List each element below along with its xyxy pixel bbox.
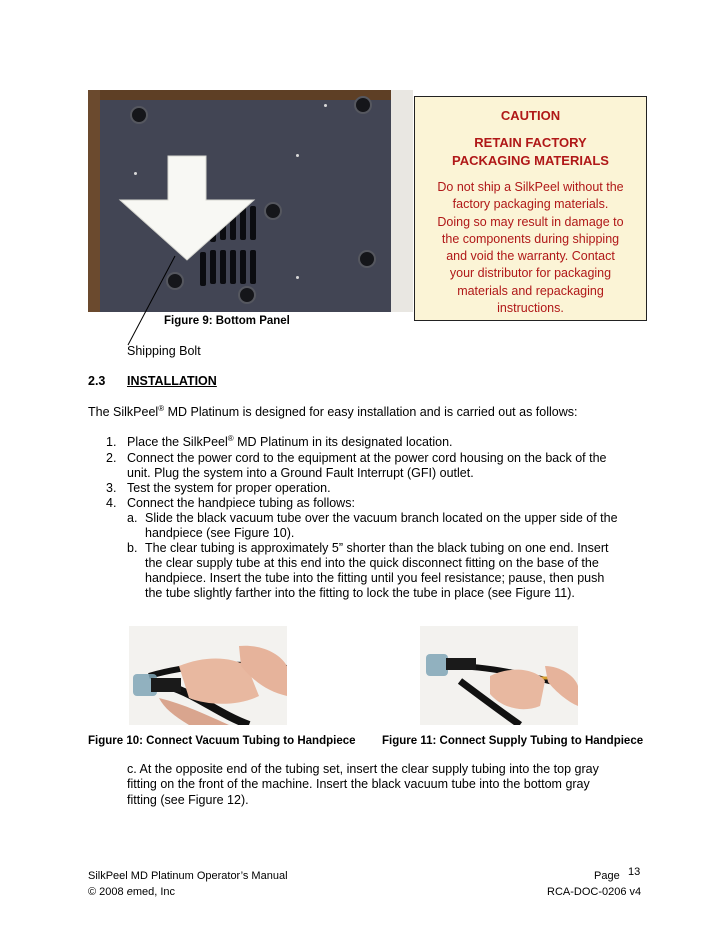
caution-body-line: the components during shipping [441,231,620,246]
handpiece-photo-illustration [420,626,578,725]
substep-letter: a. [127,511,138,525]
step-3-text: Test the system for proper operation. [127,481,331,495]
caution-box [414,96,647,321]
figure9-caption: Figure 9: Bottom Panel [164,315,290,327]
figure10-caption: Figure 10: Connect Vacuum Tubing to Handpiece [88,735,356,747]
step-number: 2. [106,451,117,465]
step-2-line1: Connect the power cord to the equipment at the power cord housing on the back of the [127,451,607,465]
caution-body-line: instructions. [497,301,564,316]
caution-subtitle-line2: PACKAGING MATERIALS [452,153,609,168]
step-number: 1. [106,435,117,449]
caution-body-line: your distributor for packaging [449,266,612,281]
shipping-bolt-label: Shipping Bolt [127,344,201,358]
section-title: INSTALLATION [127,374,217,388]
caution-body-line: Do not ship a SilkPeel without the [437,180,624,194]
caution-title: CAUTION [500,108,561,123]
figure11-photo [420,626,578,725]
step-2-line2: unit. Plug the system into a Ground Fault Interrupt (GFI) outlet. [127,466,474,480]
handpiece-photo-illustration [129,626,287,725]
section-number: 2.3 [88,374,106,388]
caution-body-line: materials and repackaging [457,283,604,298]
step-number: 3. [106,481,117,495]
figure10-photo [129,626,287,725]
caution-body [415,179,646,317]
footer-page-number: 13 [628,866,641,878]
footer-doc-id: RCA-DOC-0206 v4 [547,886,642,898]
caution-body-line: Doing so may result in damage to [437,214,624,229]
substep-letter: b. [127,541,138,555]
step-1-text: Place the SilkPeel® MD Platinum in its designated location. [127,434,453,449]
figure11-caption: Figure 11: Connect Supply Tubing to Handpiece [382,735,644,747]
substep-a-text: Slide the black vacuum tube over the vacuum branch located on the upper side of the handpiece (see Figure 10). [145,511,618,540]
footer-manual-title: SilkPeel MD Platinum Operator’s Manual [88,870,288,882]
footer-copyright: © 2008 emed, Inc [88,886,176,898]
caution-body-line: and void the warranty. Contact [446,249,615,264]
step-4-text: Connect the handpiece tubing as follows: [127,496,355,510]
step-number: 4. [106,496,117,510]
intro-paragraph: The SilkPeel® MD Platinum is designed for easy installation and is carried out as follows: [88,404,578,419]
substep-b-text: The clear tubing is approximately 5” shorter than the black tubing on one end. Insert the clear supply tube at this end into the quick disconnect fitting on the base of the handpiece. Insert the tube into the fitting until you feel resistance; pause, then push the tube slightly farther into the fitting to lock the tube in place (see Figure 11). [145,541,609,600]
substep-c-text: c. At the opposite end of the tubing set, insert the clear supply tubing into the top gray fitting on the front of the machine. Insert the black vacuum tube into the bottom gray fitting (see Figure 12). [127,762,599,807]
caution-body-line: factory packaging materials. [452,197,609,212]
footer-page-label: Page [594,870,620,882]
caution-subtitle-line1: RETAIN FACTORY [474,135,587,150]
